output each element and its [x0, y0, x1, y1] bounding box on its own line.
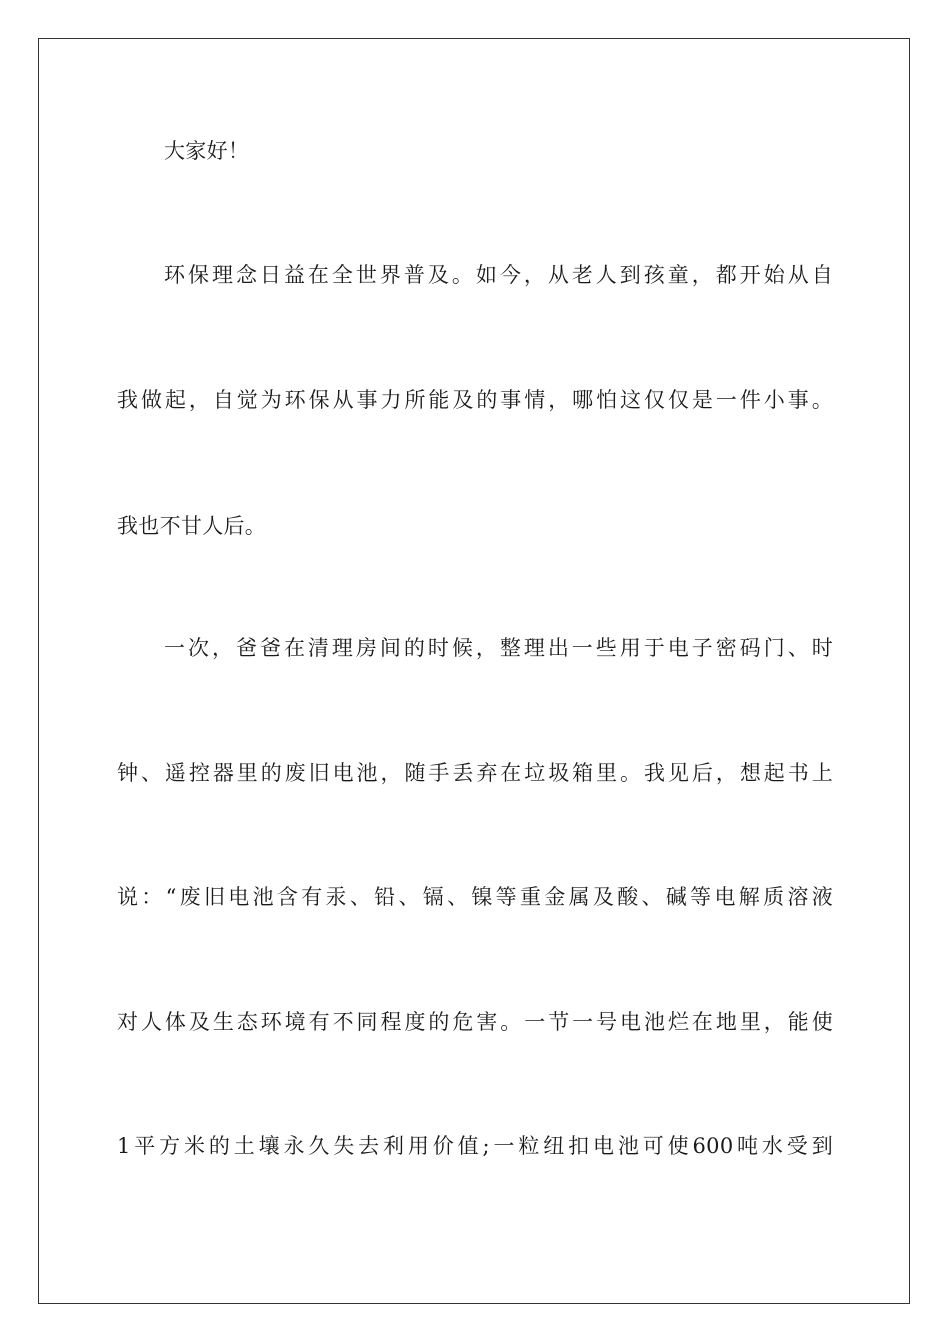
paragraph-line: 钟、遥控器里的废旧电池，随手丢弃在垃圾箱里。我见后，想起书上	[117, 761, 833, 785]
paragraph-line: 对人体及生态环境有不同程度的危害。一节一号电池烂在地里，能使	[117, 1010, 833, 1034]
page-border	[38, 38, 910, 1304]
paragraph-line: 1平方米的土壤永久失去利用价值;一粒纽扣电池可使600吨水受到	[117, 1134, 833, 1158]
paragraph-line: 一次，爸爸在清理房间的时候，整理出一些用于电子密码门、时	[164, 636, 833, 660]
greeting-line: 大家好！	[164, 139, 250, 163]
paragraph-line: 我做起，自觉为环保从事力所能及的事情，哪怕这仅仅是一件小事。	[117, 388, 833, 412]
paragraph-line: 我也不甘人后。	[117, 514, 267, 538]
paragraph-line: 环保理念日益在全世界普及。如今，从老人到孩童，都开始从自	[164, 263, 833, 287]
paragraph-line: 说：“废旧电池含有汞、铅、镉、镍等重金属及酸、碱等电解质溶液	[117, 885, 833, 909]
